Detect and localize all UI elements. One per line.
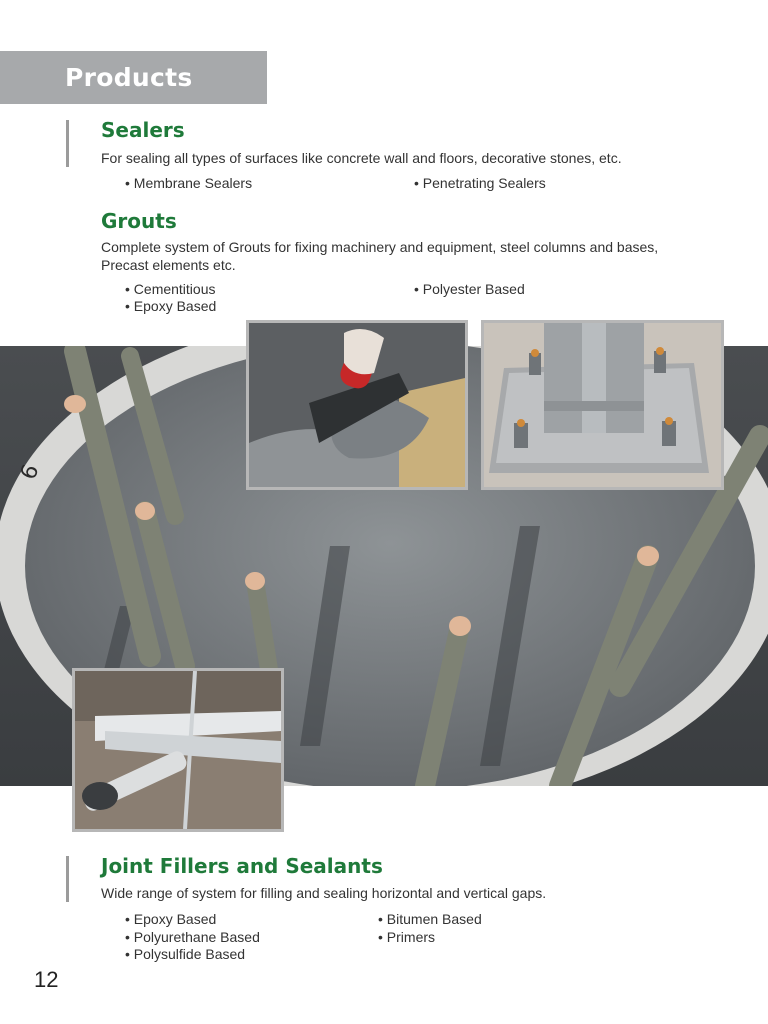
grouts-heading: Grouts xyxy=(101,209,177,233)
joints-accent-bar xyxy=(66,856,69,902)
joints-heading: Joint Fillers and Sealants xyxy=(101,854,383,878)
joints-item-epoxy: • Epoxy Based xyxy=(125,911,217,927)
page-title: Products xyxy=(65,63,193,92)
grouts-item-cementitious: • Cementitious xyxy=(125,281,216,297)
joints-description: Wide range of system for filling and sealing horizontal and vertical gaps. xyxy=(101,885,547,901)
sealers-item-membrane: • Membrane Sealers xyxy=(125,175,253,191)
page-number: 12 xyxy=(34,967,59,992)
trowel-grout-graphic xyxy=(249,323,465,487)
joints-item-polyurethane: • Polyurethane Based xyxy=(125,929,260,945)
sealant-gun-graphic xyxy=(75,671,281,829)
steel-column-base-graphic xyxy=(484,323,721,487)
grouts-description-line2: Precast elements etc. xyxy=(101,257,236,273)
sealant-gun-photo xyxy=(72,668,284,832)
trowel-grout-photo xyxy=(246,320,468,490)
photo-marking: 6 xyxy=(16,461,45,484)
joints-item-primers: • Primers xyxy=(378,929,436,945)
grouts-description-line1: Complete system of Grouts for fixing machinery and equipment, steel columns and bases, xyxy=(101,239,659,255)
sealers-description: For sealing all types of surfaces like concrete wall and floors, decorative stones, etc. xyxy=(101,150,622,166)
steel-column-base-photo xyxy=(481,320,724,490)
joints-item-bitumen: • Bitumen Based xyxy=(378,911,482,927)
joints-item-polysulfide: • Polysulfide Based xyxy=(125,946,246,962)
grouts-item-epoxy: • Epoxy Based xyxy=(125,298,217,314)
sealers-heading: Sealers xyxy=(101,118,185,142)
sealers-item-penetrating: • Penetrating Sealers xyxy=(414,175,546,191)
sealers-accent-bar xyxy=(66,120,69,167)
grouts-item-polyester: • Polyester Based xyxy=(414,281,525,297)
